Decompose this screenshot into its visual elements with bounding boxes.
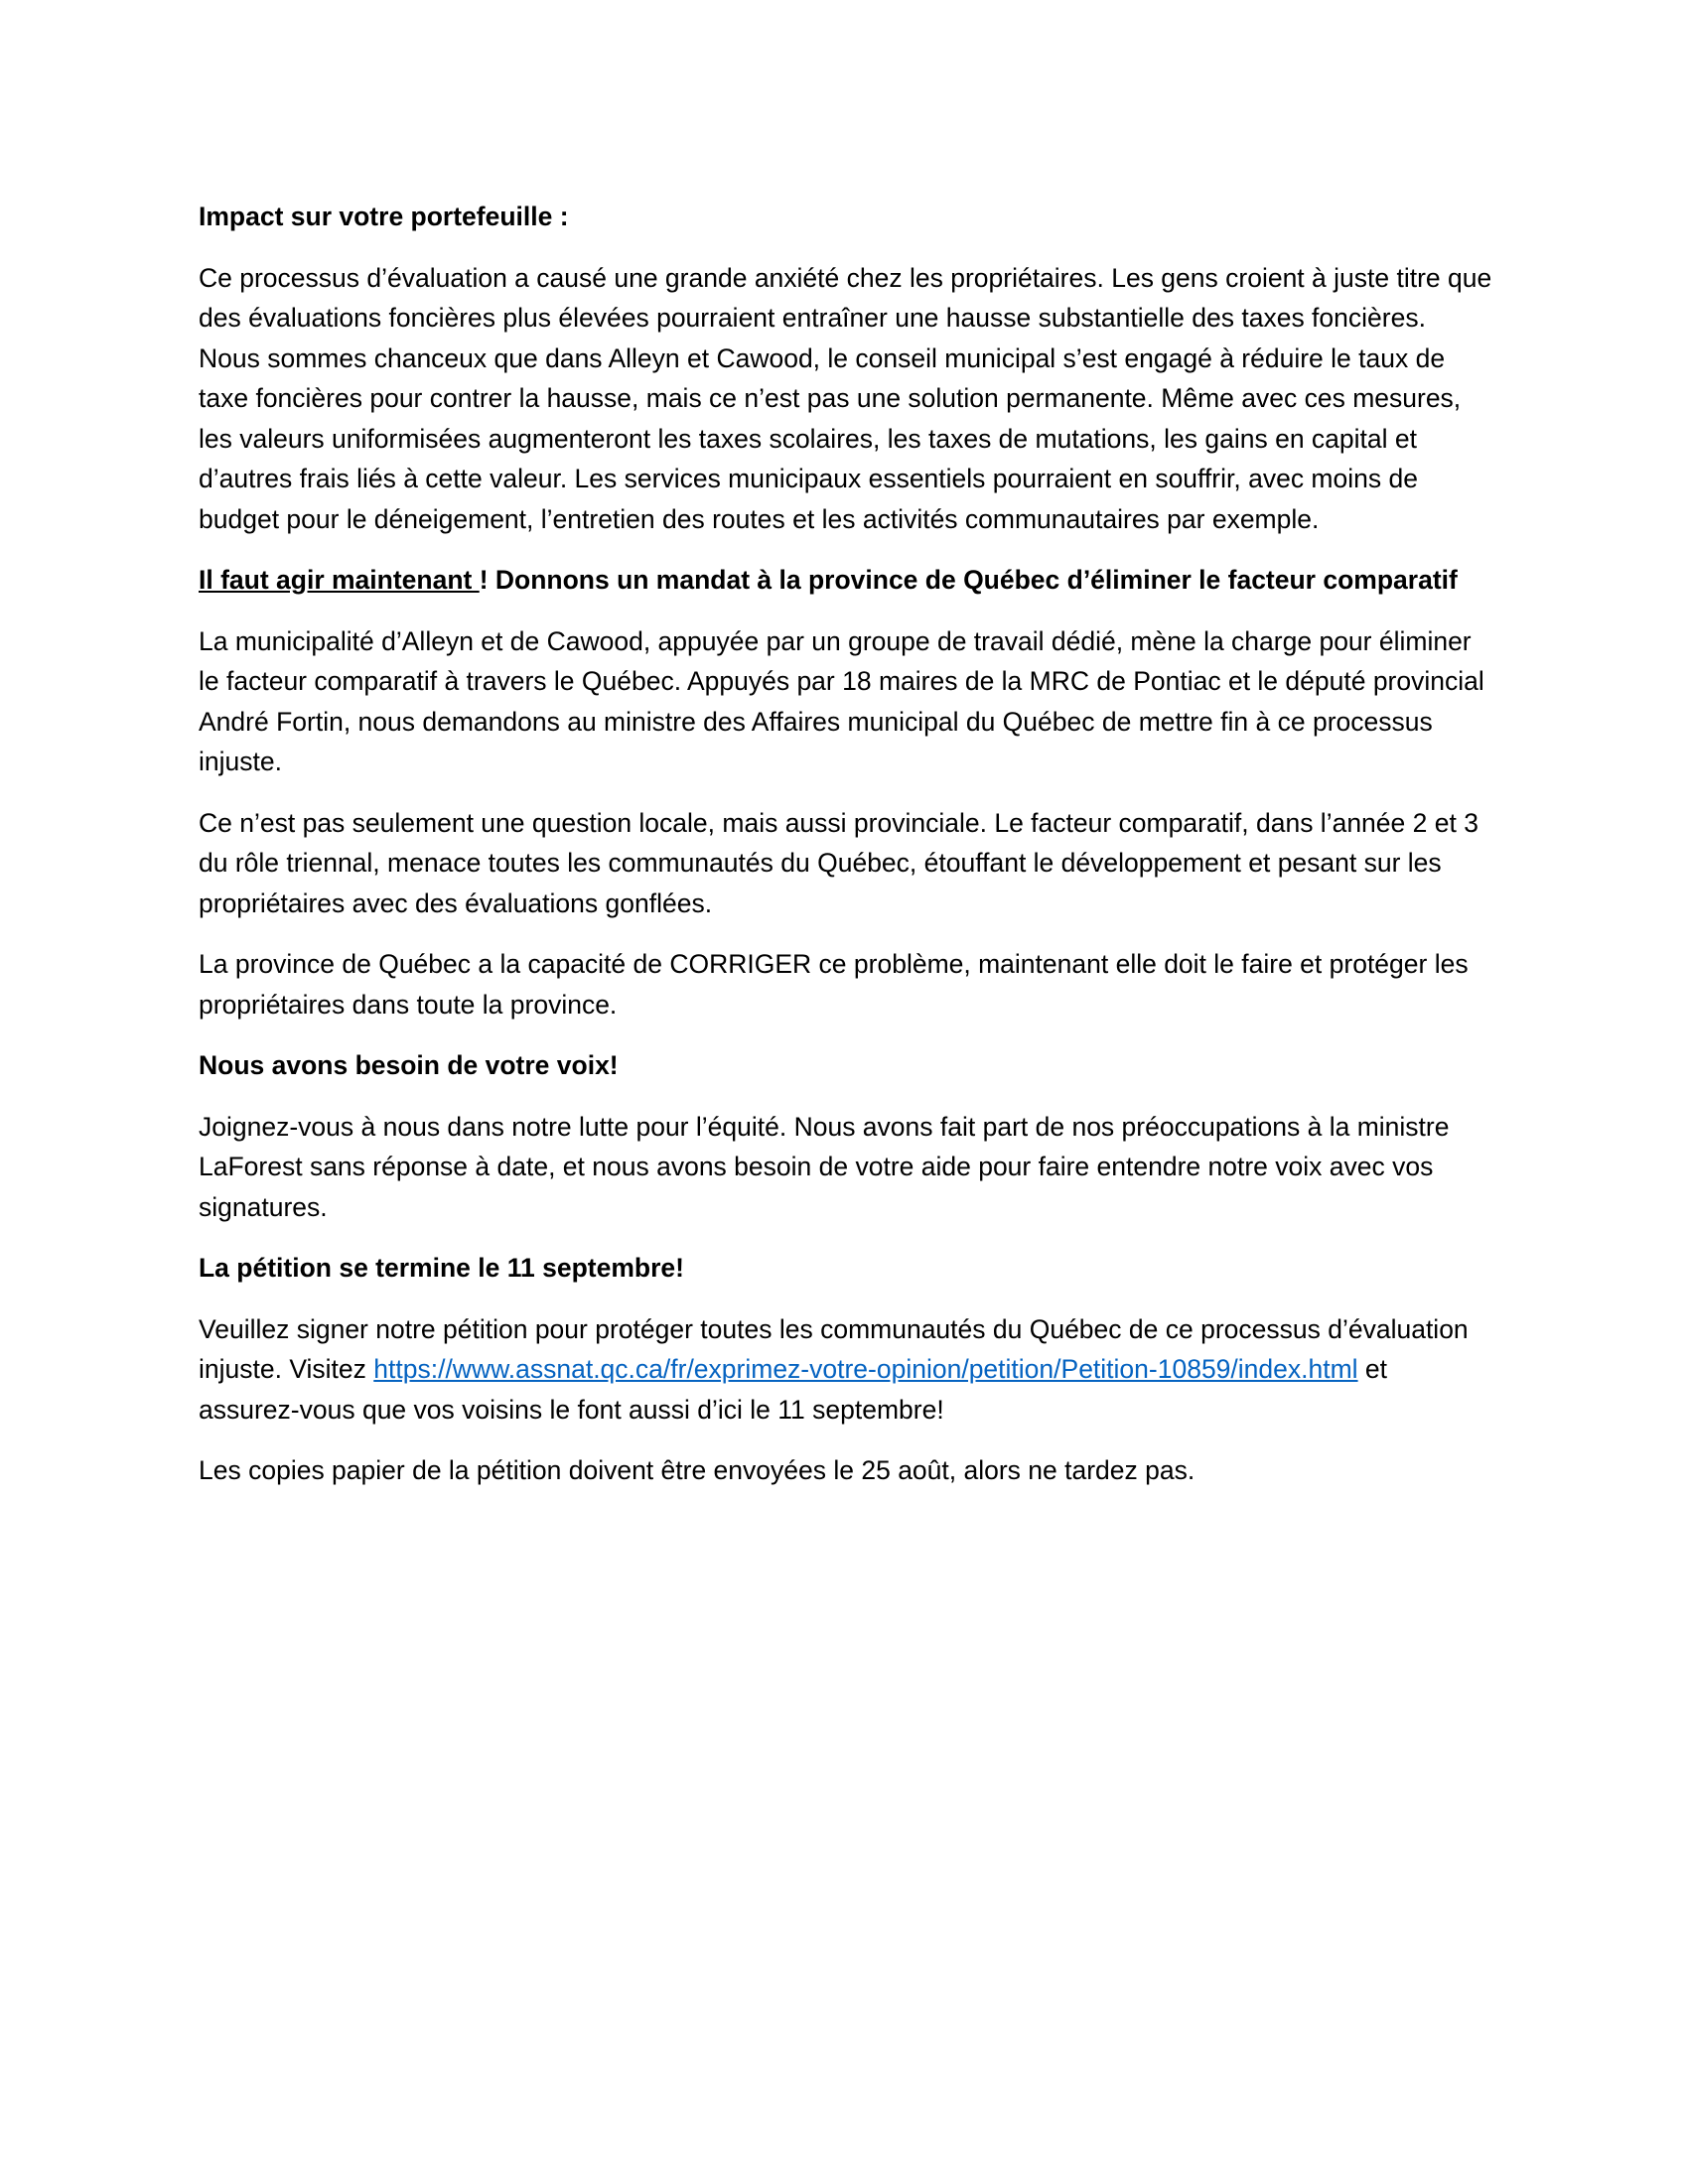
heading-impact: Impact sur votre portefeuille : [199, 202, 569, 231]
paragraph-sign [199, 1309, 1494, 1431]
petition-link[interactable]: https://www.assnat.qc.ca/fr/exprimez-votre-opinion/petition/Petition-10859/index.html [373, 1354, 1358, 1384]
paragraph-sign-outro: et assurez-vous que vos voisins le font aussi d’ici le 11 septembre! [199, 1354, 1388, 1425]
heading-voice: Nous avons besoin de votre voix! [199, 1050, 619, 1080]
heading-act-now [199, 560, 1494, 601]
paragraph-sign-intro: Veuillez signer notre pétition pour protéger toutes les communautés du Québec de ce processus d’évaluation injuste. Visitez [199, 1313, 1469, 1384]
paragraph-paper-copies: Les copies papier de la pétition doivent être envoyées le 25 août, alors ne tardez pas. [199, 1455, 1196, 1485]
document-page [199, 197, 1494, 1512]
paragraph-provincial: Ce n’est pas seulement une question locale, mais aussi provinciale. Le facteur comparatif, dans l’année 2 et 3 du rôle triennal, menace toutes les communautés du Québec, étouffant le développement et pesant sur les propriétaires avec des évaluations gonflées. [199, 807, 1478, 918]
heading-act-now-rest: ! Donnons un mandat à la province de Québec d’éliminer le facteur comparatif [479, 565, 1458, 595]
paragraph-municipality: La municipalité d’Alleyn et de Cawood, appuyée par un groupe de travail dédié, mène la charge pour éliminer le facteur comparatif à travers le Québec. Appuyés par 18 maires de la MRC de Pontiac et le député provincial André Fortin, nous demandons au ministre des Affaires municipal du Québec de mettre fin à ce processus injuste. [199, 625, 1484, 776]
paragraph-impact: Ce processus d’évaluation a causé une grande anxiété chez les propriétaires. Les gens croient à juste titre que des évaluations foncières plus élevées pourraient entraîner une hausse substantielle des taxes foncières. Nous sommes chanceux que dans Alleyn et Cawood, le conseil municipal s’est engagé à réduire le taux de taxe foncières pour contrer la hausse, mais ce n’est pas une solution permanente. Même avec ces mesures, les valeurs uniformisées augmenteront les taxes scolaires, les taxes de mutations, les gains en capital et d’autres frais liés à cette valeur. Les services municipaux essentiels pourraient en souffrir, avec moins de budget pour le déneigement, l’entretien des routes et les activités communautaires par exemple. [199, 262, 1492, 534]
paragraph-join: Joignez-vous à nous dans notre lutte pour l’équité. Nous avons fait part de nos préoccupations à la ministre LaForest sans réponse à date, et nous avons besoin de votre aide pour faire entendre notre voix avec vos signatures. [199, 1111, 1450, 1222]
paragraph-correct: La province de Québec a la capacité de CORRIGER ce problème, maintenant elle doit le faire et protéger les propriétaires dans toute la province. [199, 949, 1469, 1020]
heading-act-now-underlined: Il faut agir maintenant [199, 565, 480, 595]
heading-deadline: La pétition se termine le 11 septembre! [199, 1253, 684, 1283]
